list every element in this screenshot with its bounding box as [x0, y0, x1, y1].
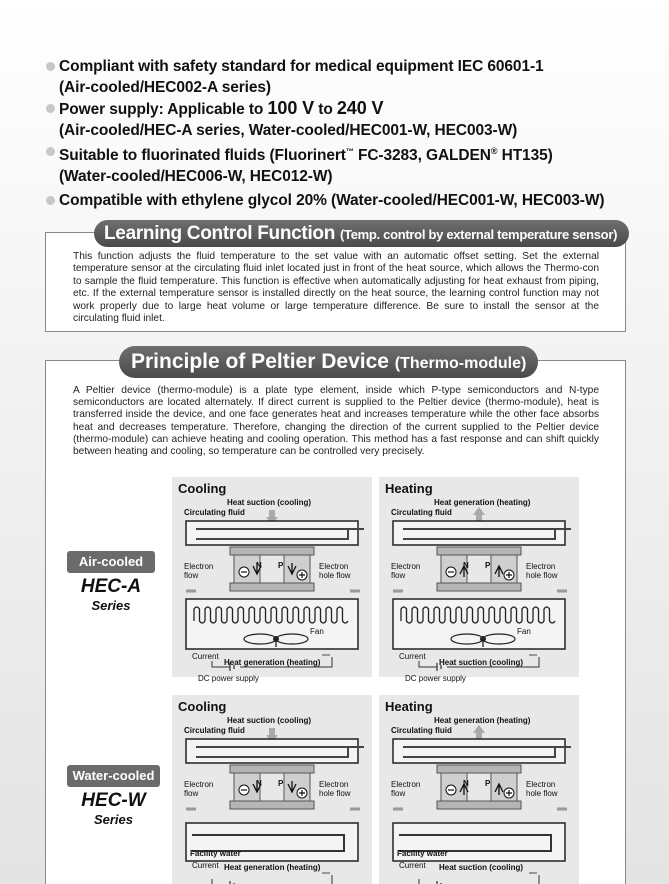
p-type-label: P [485, 561, 491, 570]
circulating-fluid-label: Circulating fluid [184, 508, 245, 517]
feature-item: Power supply: Applicable to 100 V to 240 V (Air-cooled/HEC-A series, Water-cooled/HEC001-W, HEC003-W) [46, 98, 646, 141]
n-type-label: N [463, 561, 469, 570]
bullet-icon [46, 104, 55, 113]
hole-flow-label: Electron hole flow [526, 780, 558, 798]
facility-water-label: Facility water [190, 849, 241, 858]
heat-label-top: Heat suction (cooling) [227, 716, 311, 725]
p-type-label: P [485, 779, 491, 788]
bullet-icon [46, 196, 55, 205]
feature-item: Compatible with ethylene glycol 20% (Water-cooled/HEC001-W, HEC003-W) [46, 190, 646, 211]
fan-label: Fan [517, 627, 531, 636]
peltier-text: A Peltier device (thermo-module) is a plate type element, inside which P-type semiconductors and N-type semiconductors are located alternately. If direct current is supplied to the Peltier device (thermo-module), heat is transferred inside the device, and one face generates heat and increases temperature while the other face absorbs heat and decreases temperature. Therefore, changing the direction of the current supplied to the Peltier device (thermo-module) can achieve heating and cooling operation. This method has a fast response and can shift quickly between heating and cooling, so temperature can be controlled very precisely. [73, 385, 599, 458]
heat-label-top: Heat suction (cooling) [227, 498, 311, 507]
mode-title: Heating [385, 481, 433, 496]
circulating-fluid-label: Circulating fluid [391, 508, 452, 517]
water-heating-diagram [379, 695, 579, 884]
air-cooled-model: HEC-A Series [80, 576, 142, 613]
bullet-icon [46, 147, 55, 156]
electron-flow-label: Electron flow [184, 562, 214, 580]
heat-label-top: Heat generation (heating) [434, 716, 531, 725]
feature-item: Compliant with safety standard for medical equipment IEC 60601-1 (Air-cooled/HEC002-A series) [46, 56, 646, 98]
electron-flow-label: Electron flow [391, 780, 421, 798]
heat-label-bottom: Heat suction (cooling) [439, 863, 523, 872]
p-type-label: P [278, 779, 284, 788]
bullet-icon [46, 62, 55, 71]
n-type-label: N [463, 779, 469, 788]
n-type-label: N [256, 779, 262, 788]
air-cooling-diagram [172, 477, 372, 677]
heat-label-top: Heat generation (heating) [434, 498, 531, 507]
air-cooled-tag: Air-cooled [67, 551, 155, 573]
hole-flow-label: Electron hole flow [319, 562, 351, 580]
dc-power-supply-label: DC power supply [198, 674, 259, 683]
peltier-heading: Principle of Peltier Device (Thermo-module) [119, 346, 538, 378]
fan-label: Fan [310, 627, 324, 636]
electron-flow-label: Electron flow [391, 562, 421, 580]
mode-title: Heating [385, 699, 433, 714]
heat-label-bottom: Heat generation (heating) [224, 658, 321, 667]
dc-power-supply-label: DC power supply [405, 674, 466, 683]
circulating-fluid-label: Circulating fluid [184, 726, 245, 735]
n-type-label: N [256, 561, 262, 570]
hole-flow-label: Electron hole flow [319, 780, 351, 798]
air-heating-diagram [379, 477, 579, 677]
hole-flow-label: Electron hole flow [526, 562, 558, 580]
heat-label-bottom: Heat generation (heating) [224, 863, 321, 872]
current-label: Current [399, 652, 426, 661]
water-cooling-diagram [172, 695, 372, 884]
feature-item: Suitable to fluorinated fluids (Fluorinert™ FC-3283, GALDEN® HT135) (Water-cooled/HEC006-W, HEC012-W) [46, 141, 646, 187]
current-label: Current [192, 861, 219, 870]
mode-title: Cooling [178, 481, 227, 496]
water-cooled-tag: Water-cooled [67, 765, 160, 787]
mode-title: Cooling [178, 699, 227, 714]
current-label: Current [399, 861, 426, 870]
water-cooled-model: HEC-W Series [81, 790, 146, 827]
facility-water-label: Facility water [397, 849, 448, 858]
feature-list [46, 56, 646, 211]
p-type-label: P [278, 561, 284, 570]
electron-flow-label: Electron flow [184, 780, 214, 798]
circulating-fluid-label: Circulating fluid [391, 726, 452, 735]
heat-label-bottom: Heat suction (cooling) [439, 658, 523, 667]
learning-control-heading: Learning Control Function (Temp. control by external temperature sensor) [94, 220, 629, 247]
learning-control-text: This function adjusts the fluid temperature to the set value with an automatic offset setting. Set the external temperature sensor at the circulating fluid inlet located just in front of the heat source, which allows the Thermo-con to sample the fluid temperature. This function is effective when automatically adjusting for heat exhaust from piping, etc. If the external temperature sensor is installed directly on the heat source, the learning control function may not work properly due to large heat volume or large temperature difference. Be sure to install the sensor at the circulating fluid inlet. [73, 251, 599, 325]
current-label: Current [192, 652, 219, 661]
